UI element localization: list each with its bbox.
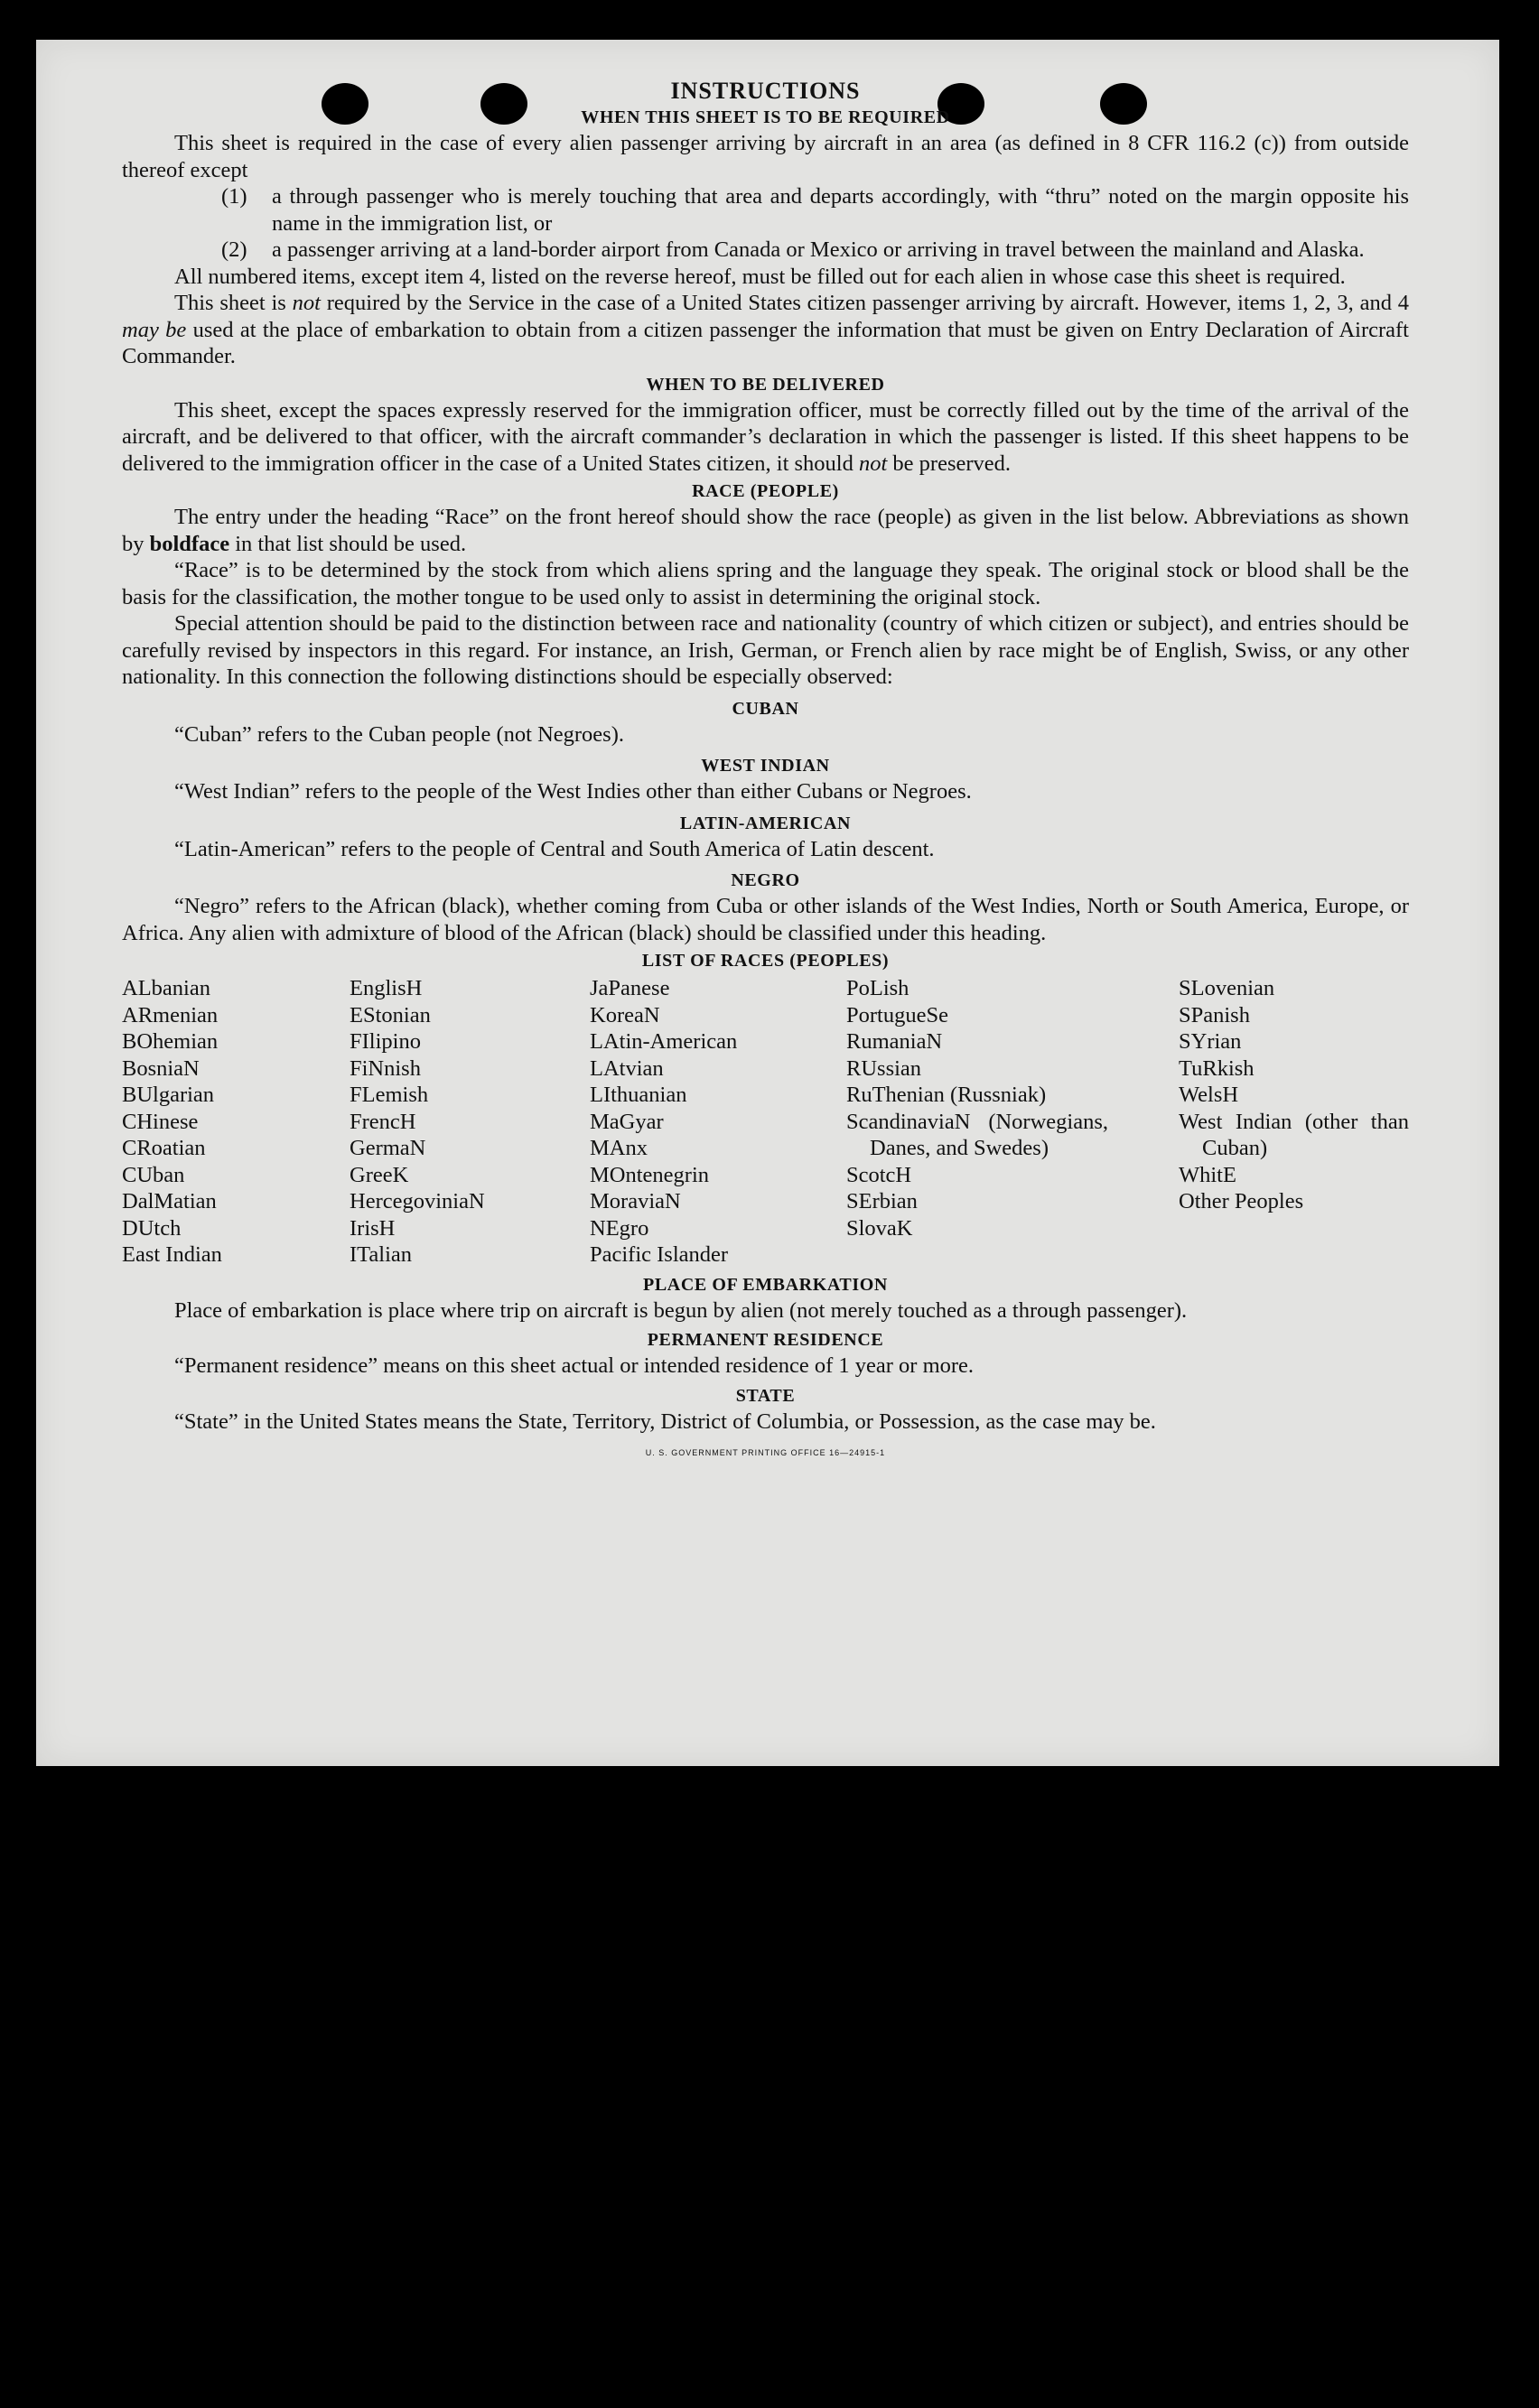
heading-cuban: CUBAN [732,698,799,719]
race-entry: IrisH [350,1215,396,1241]
race-entry: Pacific Islander [590,1242,729,1267]
heading-when-required: WHEN THIS SHEET IS TO BE REQUIRED [581,107,950,127]
race-entry: GreeK [350,1162,409,1187]
race-paragraph-2: “Race” is to be determined by the stock from which aliens spring and the language they speak. The original stock or blood shall be the basis for the classification, the mother tongue to be used only to assist in determining the original stock. [122,558,1409,609]
numbered-items-paragraph: All numbered items, except item 4, listed on the reverse hereof, must be filled out for each alien in whose case this sheet is required. [174,264,1346,289]
state-text: “State” in the United States means the State, Territory, District of Columbia, or Possession, as the case may be. [174,1409,1156,1434]
heading-list-of-races: LIST OF RACES (PEOPLES) [641,951,890,971]
heading-place-of-embarkation: PLACE OF EMBARKATION [643,1274,888,1295]
exception-text: a through passenger who is merely touching that area and departs accordingly, with “thru” noted on the margin opposite his name in the immigration list, or [272,184,1409,236]
race-entry: JaPanese [590,976,670,1000]
residence-text: “Permanent residence” means on this sheet actual or intended residence of 1 year or more. [174,1353,975,1378]
race-column-4 [846,975,1179,1269]
race-entry: WhitE [1179,1162,1236,1187]
heading-west-indian: WEST INDIAN [701,756,830,776]
race-column-2 [350,975,590,1269]
race-entry: East Indian [122,1242,222,1267]
exception-text: a passenger arriving at a land-border airport from Canada or Mexico or arriving in travel between the mainland and Alaska. [272,237,1365,262]
west-indian-text: “West Indian” refers to the people of the West Indies other than either Cubans or Negroes. [174,779,972,804]
race-column-1 [122,975,350,1269]
race-entry: DalMatian [122,1189,217,1213]
heading-state: STATE [735,1385,796,1406]
race-entry: MaGyar [590,1109,664,1134]
embarkation-text: Place of embarkation is place where trip on aircraft is begun by alien (not merely touched as a through passenger). [174,1297,1188,1323]
race-column-5 [1179,975,1409,1269]
race-entry: DUtch [122,1215,182,1241]
race-entry: FiNnish [350,1055,421,1081]
race-entry: ARmenian [122,1002,219,1027]
race-entry: ScandinaviaN (Norwegians, Danes, and Swedes) [846,1109,1108,1160]
race-entry: PortugueSe [846,1002,948,1027]
race-entry: EStonian [350,1002,431,1027]
heading-permanent-residence: PERMANENT RESIDENCE [647,1330,884,1350]
delivered-paragraph: This sheet, except the spaces expressly reserved for the immigration officer, must be correctly filled out by the time of the arrival of the aircraft, and be delivered to that officer, with the aircraft commander’s declaration in which the passenger is listed. If this sheet happens to be delivered to the immigration officer in the case of a United States citizen, it should not be preserved. [122,397,1409,476]
race-entry: LAtvian [590,1055,664,1081]
race-entry: MAnx [590,1136,648,1160]
race-entry: RUssian [846,1055,922,1081]
race-entry: FrencH [350,1109,416,1134]
race-entry: PoLish [846,976,909,1000]
document-body [122,78,1409,1467]
race-entry: WelsH [1179,1083,1239,1107]
race-entry: CUban [122,1162,185,1187]
race-entry: SlovaK [846,1215,913,1241]
exception-item-2 [122,237,1409,264]
race-entry: GermaN [350,1136,426,1160]
race-entry: SYrian [1179,1029,1242,1054]
race-column-3 [590,975,846,1269]
race-entry: Other Peoples [1179,1189,1304,1213]
heading-race: RACE (PEOPLE) [692,481,839,501]
race-paragraph-3: Special attention should be paid to the distinction between race and nationality (country of which citizen or subject), and entries should be carefully revised by inspectors in this regard. For instance, an Irish, German, or French alien by race might be of English, Swiss, or any other nationality. In this connection the following distinctions should be especially observed: [122,611,1409,689]
latin-american-text: “Latin-American” refers to the people of Central and South America of Latin descent. [174,836,935,861]
race-entry: FLemish [350,1083,429,1107]
heading-negro: NEGRO [731,870,800,890]
race-entry: ALbanian [122,976,210,1000]
race-entry: HercegoviniaN [350,1189,485,1213]
race-entry: BOhemian [122,1029,219,1054]
race-entry: TuRkish [1179,1055,1255,1081]
race-entry: BUlgarian [122,1083,215,1107]
heading-latin-american: LATIN-AMERICAN [679,813,852,833]
race-paragraph-1: The entry under the heading “Race” on the front hereof should show the race (people) as given in the list below. Abbreviations as shown by boldface in that list should be used. [122,505,1409,556]
race-entry: West Indian (other than Cuban) [1179,1109,1409,1160]
race-entry: CHinese [122,1109,199,1134]
citizen-paragraph: This sheet is not required by the Service in the case of a United States citizen passenger arriving by aircraft. However, items 1, 2, 3, and 4 may be used at the place of embarkation to obtain from a citizen passenger the information that must be given on Entry Declaration of Aircraft Commander. [122,291,1409,368]
race-entry: ITalian [350,1242,413,1267]
race-entry: MOntenegrin [590,1162,709,1187]
race-entry: RuThenian (Russniak) [846,1083,1047,1107]
race-entry: BosniaN [122,1055,200,1081]
race-entry: LIthuanian [590,1083,687,1107]
document-sheet [36,40,1499,1766]
negro-text: “Negro” refers to the African (black), whether coming from Cuba or other islands of the West Indies, North or South America, Europe, or Africa. Any alien with admixture of blood of the African (black) should be classified under this heading. [122,894,1409,945]
exception-number: (1) [221,184,247,209]
race-entry: KoreaN [590,1002,660,1027]
race-entry: SErbian [846,1189,918,1213]
race-entry: MoraviaN [590,1189,681,1213]
race-entry: EnglisH [350,976,423,1000]
required-intro: This sheet is required in the case of every alien passenger arriving by aircraft in an area (as defined in 8 CFR 116.2 (c)) from outside thereof except [122,131,1409,182]
race-entry: LAtin-American [590,1029,738,1054]
race-entry: ScotcH [846,1162,912,1187]
race-list [122,975,1409,1269]
race-entry: SLovenian [1179,976,1275,1000]
page-title: INSTRUCTIONS [670,78,861,104]
heading-when-delivered: WHEN TO BE DELIVERED [646,374,885,395]
exception-item-1 [122,183,1409,237]
race-entry: SPanish [1179,1002,1250,1027]
race-entry: RumaniaN [846,1029,943,1054]
cuban-text: “Cuban” refers to the Cuban people (not Negroes). [174,721,624,747]
printer-imprint: U. S. GOVERNMENT PRINTING OFFICE 16—24915-1 [645,1448,886,1457]
exception-number: (2) [221,237,247,262]
race-entry: CRoatian [122,1136,206,1160]
race-entry: FIlipino [350,1029,421,1054]
race-entry: NEgro [590,1215,649,1241]
